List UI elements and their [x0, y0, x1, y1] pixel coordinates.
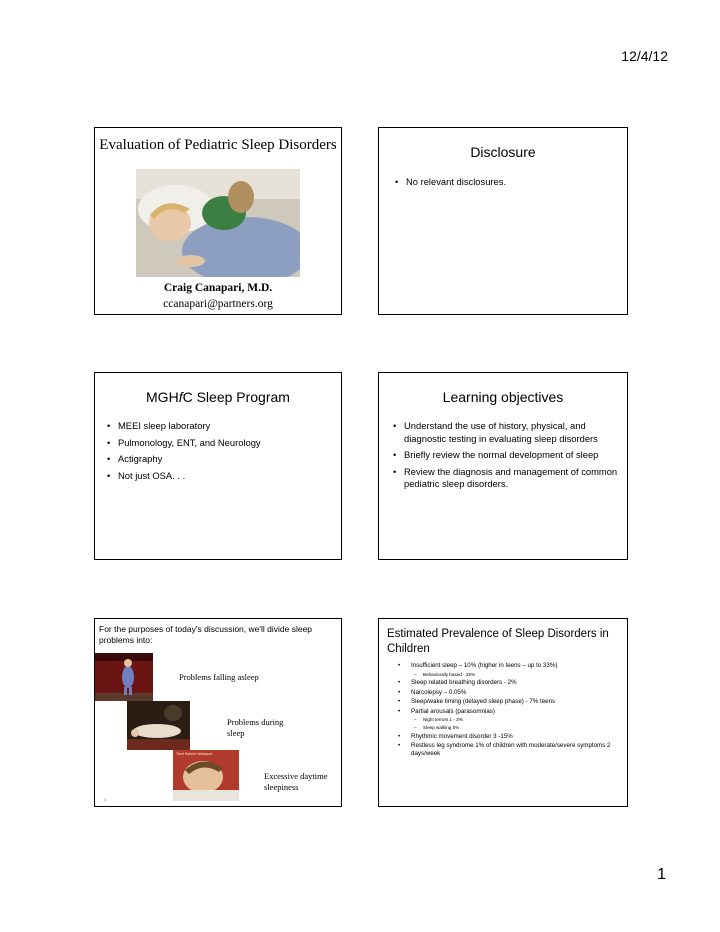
painting-photo	[127, 701, 190, 750]
sleeping-child-photo	[136, 169, 300, 277]
slide-sleep-problem-categories	[94, 618, 342, 807]
bullet-item: • Understand the use of history, physical, and diagnostic testing in evaluating sleep disorders	[389, 420, 621, 445]
list-item: • Rhythmic movement disorder 3 -15%	[389, 733, 617, 741]
slide-title-heading: Evaluation of Pediatric Sleep Disorders	[99, 137, 337, 153]
page-number: 1	[657, 866, 666, 883]
list-item: • Sleep related breathing disorders - 2%	[389, 679, 617, 687]
stage-child-photo	[95, 653, 153, 701]
slide-learning-objectives	[378, 372, 628, 560]
bullet-item: • Briefly review the normal development of sleep	[389, 449, 621, 462]
slide-footnote: 4	[104, 797, 107, 802]
slide-intro-text: For the purposes of today's discussion, we'll divide sleep problems into:	[99, 624, 313, 645]
bullet-list	[103, 420, 335, 486]
bullet-item: • No relevant disclosures.	[391, 176, 619, 189]
heading-part-italic: f	[178, 389, 183, 405]
slide-disclosure	[378, 127, 628, 315]
list-item: • Sleep/wake timing (delayed sleep phase) - 7% teens	[389, 698, 617, 706]
slide-title	[94, 127, 342, 315]
list-item: • Partial arousals (parasomnias)	[389, 708, 617, 716]
list-item: • Restless leg syndrome 1% of children with moderate/severe symptoms 2 days/week	[389, 742, 617, 758]
bullet-item: • MEEI sleep laboratory	[103, 420, 335, 433]
heading-part: MGH	[146, 389, 179, 405]
category-label: Excessive daytime sleepiness	[264, 771, 328, 792]
bullet-item: • Actigraphy	[103, 453, 335, 466]
date-header: 12/4/12	[621, 48, 668, 64]
prevalence-list	[389, 662, 617, 760]
author-name: Craig Canapari, M.D.	[163, 282, 273, 294]
list-item: • Insufficient sleep – 10% (higher in teens – up to 33%)	[389, 662, 617, 670]
slide-sleep-program	[94, 372, 342, 560]
list-subitem: – Night terrors 1 - 3%	[389, 717, 617, 723]
category-label: Problems falling asleep	[179, 672, 259, 682]
slide-heading: Disclosure	[470, 144, 536, 160]
heading-part: C Sleep Program	[182, 389, 290, 405]
slide-heading	[95, 389, 341, 405]
slide-prevalence	[378, 618, 628, 807]
list-item: • Narcolepsy – 0.05%	[389, 689, 617, 697]
slide-heading: Estimated Prevalence of Sleep Disorders in Children	[387, 628, 609, 655]
slide-heading: Learning objectives	[442, 389, 564, 405]
bullet-item: • Not just OSA. . .	[103, 470, 335, 483]
list-subitem: – Sleep walking 5%	[389, 725, 617, 731]
bullet-list	[389, 420, 621, 495]
list-subitem: – Behaviorally based - 25%	[389, 672, 617, 678]
bullet-list	[391, 176, 619, 193]
bullet-item: • Review the diagnosis and management of common pediatric sleep disorders.	[389, 466, 621, 491]
category-label: Problems during sleep	[227, 717, 284, 738]
image-caption: Tired Ratbird Wallpaper	[176, 752, 213, 756]
tired-child-photo	[173, 750, 239, 801]
author-email: ccanapari@partners.org	[163, 298, 273, 310]
bullet-item: • Pulmonology, ENT, and Neurology	[103, 437, 335, 450]
